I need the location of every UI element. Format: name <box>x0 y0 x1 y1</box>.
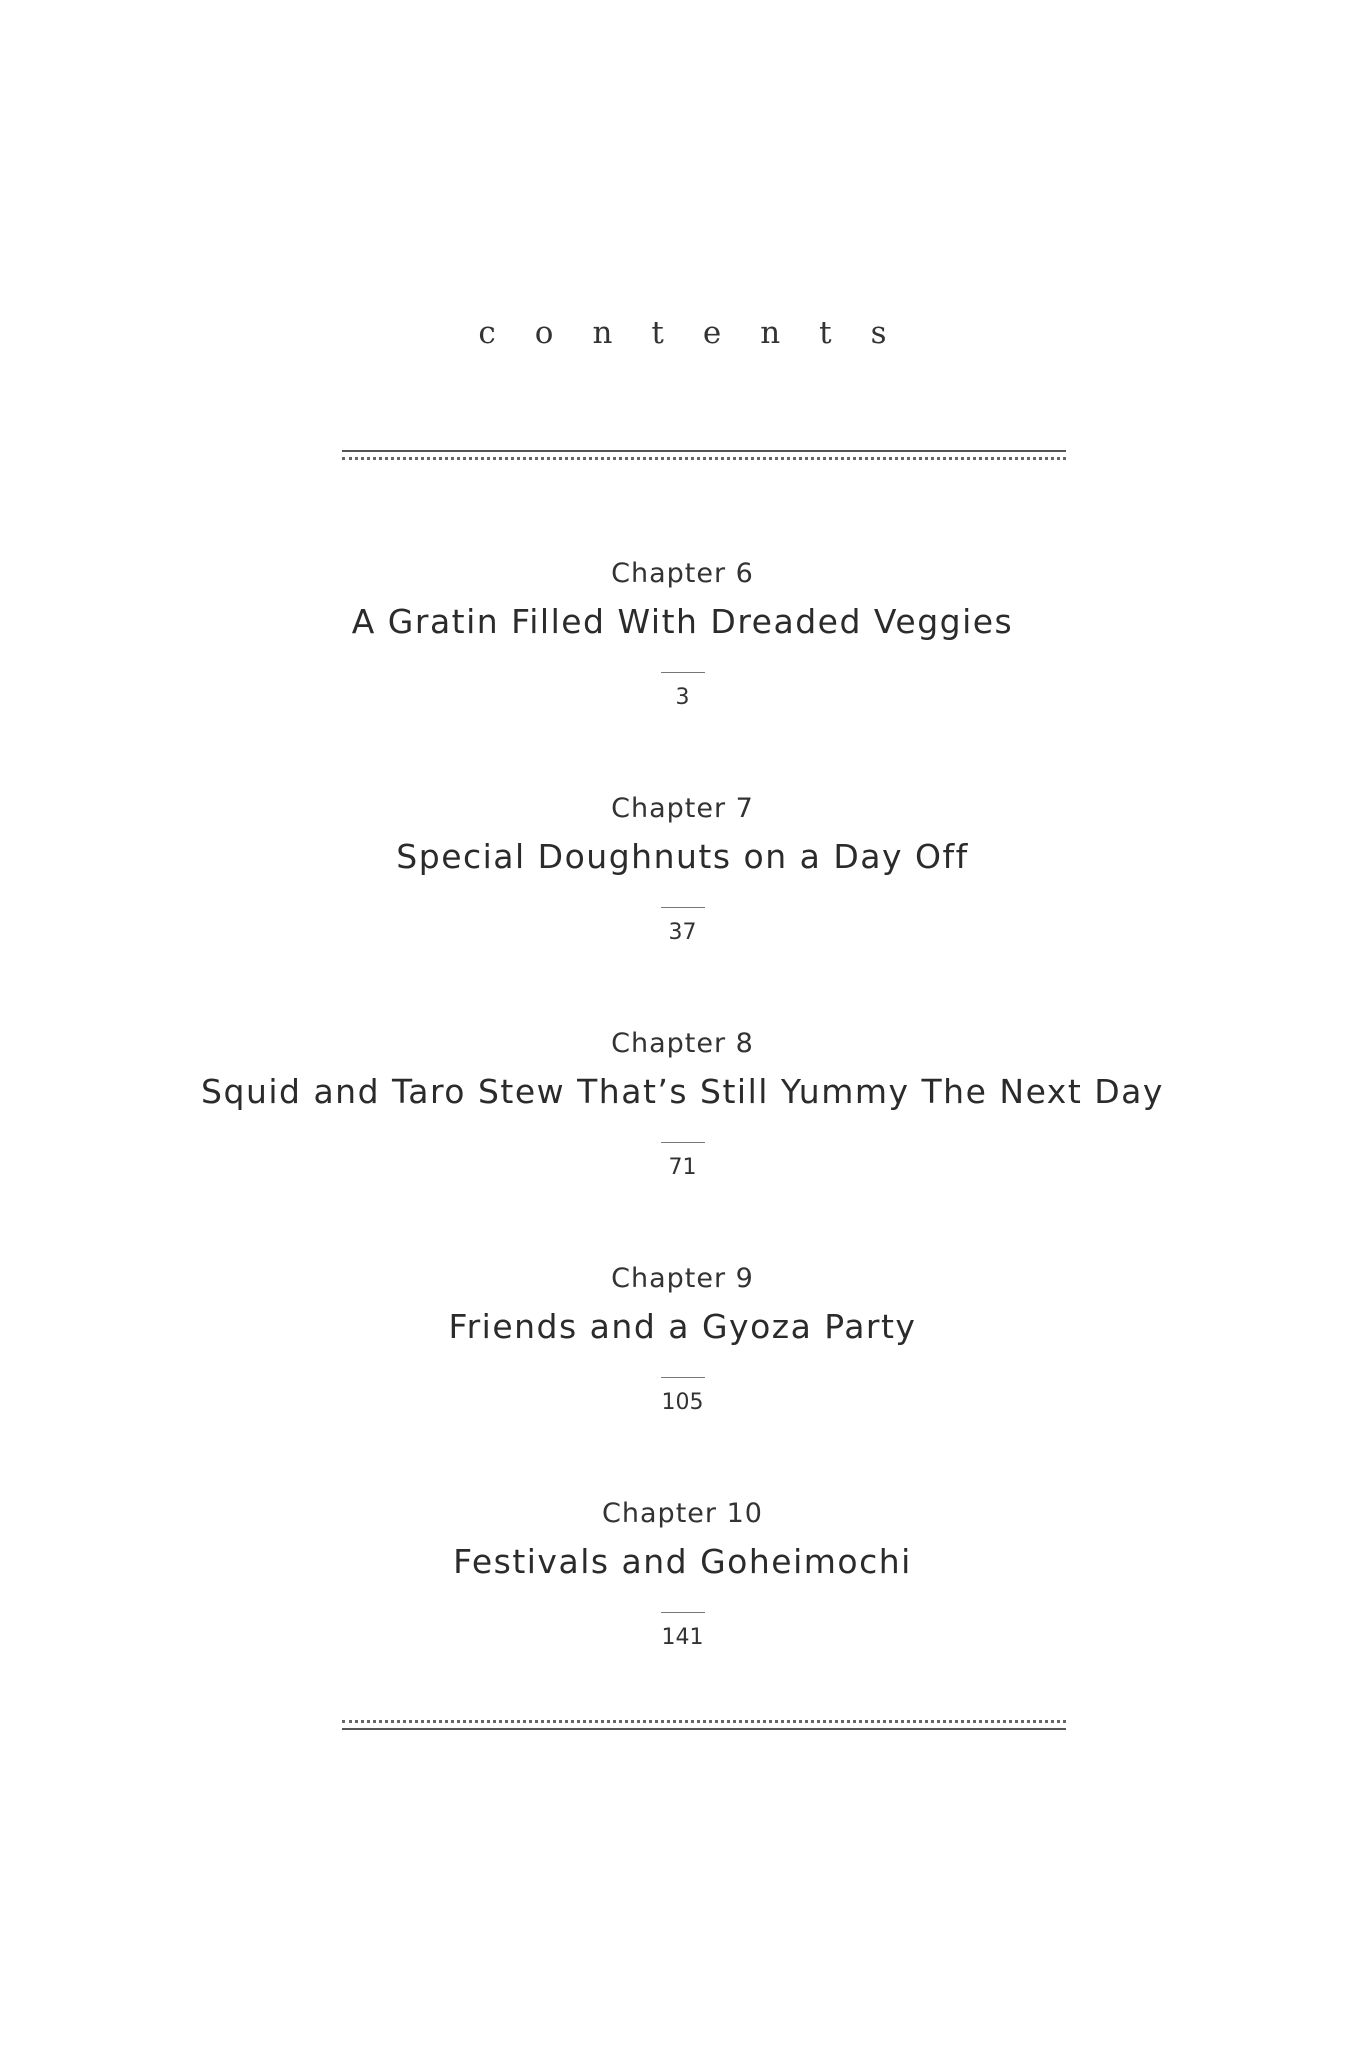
page-number: 37 <box>668 920 697 945</box>
chapter-number: Chapter 7 <box>611 793 754 824</box>
toc-entry-chapter-7[interactable] <box>0 795 1365 944</box>
entry-separator <box>661 1377 705 1378</box>
chapter-number: Chapter 10 <box>602 1498 763 1529</box>
entry-separator <box>661 1142 705 1143</box>
contents-heading: contents <box>478 315 926 351</box>
page-number: 3 <box>675 685 690 710</box>
toc-entry-chapter-6[interactable] <box>0 560 1365 709</box>
bottom-divider <box>342 1720 1066 1730</box>
toc-entry-chapter-10[interactable] <box>0 1500 1365 1649</box>
chapter-number: Chapter 6 <box>611 558 754 589</box>
toc-entry-chapter-8[interactable] <box>0 1030 1365 1179</box>
chapter-number: Chapter 8 <box>611 1028 754 1059</box>
chapter-title: A Gratin Filled With Dreaded Veggies <box>351 602 1014 641</box>
page-number: 71 <box>668 1155 697 1180</box>
chapter-title: Squid and Taro Stew That’s Still Yummy The Next Day <box>201 1072 1164 1111</box>
bottom-divider-line <box>342 1728 1066 1730</box>
top-divider-dots <box>342 457 1066 460</box>
toc-entry-chapter-9[interactable] <box>0 1265 1365 1414</box>
page-number: 141 <box>661 1625 704 1650</box>
top-divider-line <box>342 450 1066 452</box>
bottom-divider-dots <box>342 1720 1066 1723</box>
chapter-title: Friends and a Gyoza Party <box>448 1307 917 1346</box>
entry-separator <box>661 672 705 673</box>
entry-separator <box>661 907 705 908</box>
chapter-title: Festivals and Goheimochi <box>453 1542 912 1581</box>
chapter-title: Special Doughnuts on a Day Off <box>396 837 969 876</box>
page-number: 105 <box>661 1390 704 1415</box>
chapter-number: Chapter 9 <box>611 1263 754 1294</box>
top-divider <box>342 450 1066 460</box>
entry-separator <box>661 1612 705 1613</box>
